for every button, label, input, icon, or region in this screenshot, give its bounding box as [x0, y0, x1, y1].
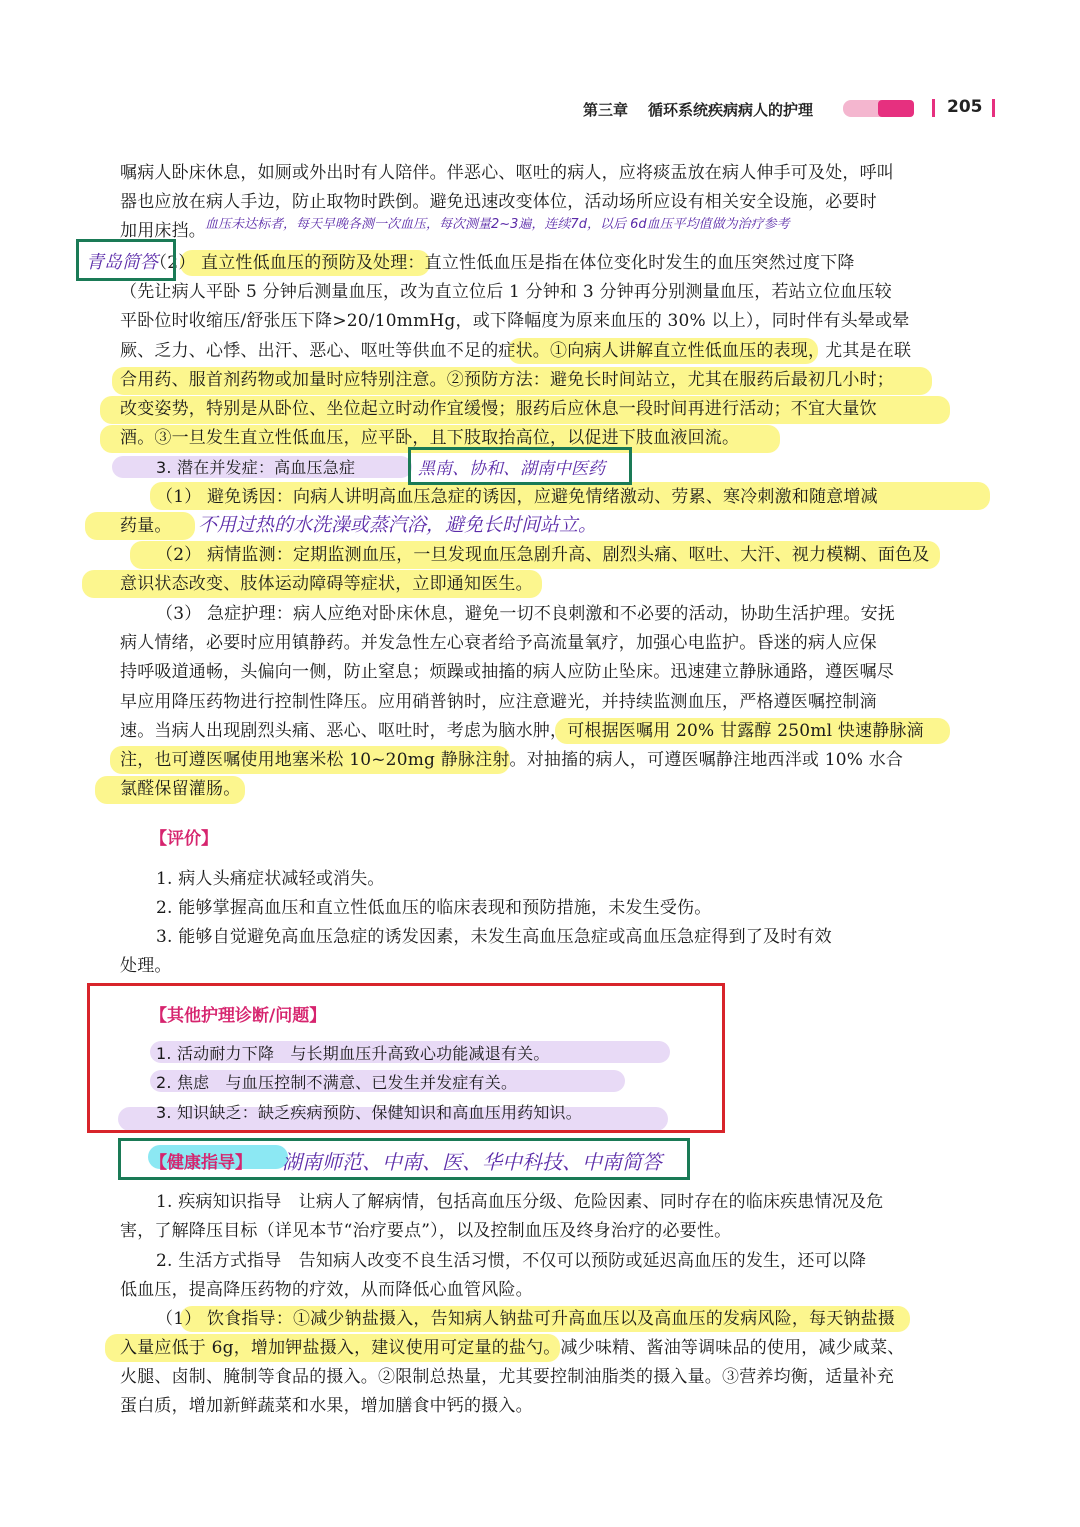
- body-line: （先让病人平卧 5 分钟后测量血压，改为直立位后 1 分钟和 3 分钟再分别测量血压，若站立位血压较: [120, 282, 892, 302]
- chapter-title: 循环系统疾病病人的护理: [648, 101, 814, 119]
- other-item: 1. 活动耐力下降 与长期血压升高致心功能减退有关。: [156, 1044, 550, 1063]
- body-line: 厥、乏力、心悸、出汗、恶心、呕吐等供血不足的症状。①向病人讲解直立性低血压的表现，尤其是在联: [120, 341, 912, 361]
- guide-line: 火腿、卤制、腌制等食品的摄入。②限制总热量，尤其要控制油脂类的摄入量。③营养均衡，适量补充: [120, 1367, 894, 1387]
- body-line: 药量。: [120, 516, 172, 536]
- body-line: （2） 直立性低血压的预防及处理：直立性低血压是指在体位变化时发生的血压突然过度下降: [150, 253, 855, 273]
- body-line: 早应用降压药物进行控制性降压。应用硝普钠时，应注意避光，并持续监测血压，严格遵医嘱控制滴: [120, 692, 877, 712]
- handwritten-note-bath: 不用过热的水洗澡或蒸汽浴，避免长时间站立。: [198, 514, 598, 536]
- guide-line: 2. 生活方式指导 告知病人改变不良生活习惯，不仅可以预防或延迟高血压的发生，还可以降: [156, 1251, 867, 1271]
- body-line: 持呼吸道通畅，头偏向一侧，防止窒息；烦躁或抽搐的病人应防止坠床。迅速建立静脉通路，遵医嘱尽: [120, 662, 894, 682]
- body-line: 酒。③一旦发生直立性低血压，应平卧，且下肢取抬高位，以促进下肢血液回流。: [120, 428, 740, 448]
- eval-item: 3. 能够自觉避免高血压急症的诱发因素，未发生高血压急症或高血压急症得到了及时有效: [156, 927, 832, 947]
- body-line: 平卧位时收缩压/舒张压下降>20/10mmHg，或下降幅度为原来血压的 30% 以上），同时伴有头晕或晕: [120, 311, 910, 331]
- other-item: 2. 焦虑 与血压控制不满意、已发生并发症有关。: [156, 1073, 518, 1092]
- body-line: 速。当病人出现剧烈头痛、恶心、呕吐时，考虑为脑水肿，可根据医嘱用 20% 甘露醇 250ml 快速静脉滴: [120, 721, 924, 741]
- body-line: 嘱病人卧床休息，如厕或外出时有人陪伴。伴恶心、呕吐的病人，应将痰盂放在病人伸手可及处，呼叫: [120, 163, 894, 183]
- handwritten-note-top: 血压未达标者，每天早晚各测一次血压，每次测量2~3遍，连续7d，以后 6d血压平均值做为治疗参考: [205, 217, 790, 232]
- body-line: 意识状态改变、肢体运动障碍等症状，立即通知医生。: [120, 574, 533, 594]
- subheading: 3. 潜在并发症：高血压急症: [156, 458, 356, 477]
- handwritten-note-schools: 黑南、协和、湖南中医药: [418, 459, 605, 479]
- body-line: （3） 急症护理：病人应绝对卧床休息，避免一切不良刺激和不必要的活动，协助生活护理。安抚: [156, 604, 896, 624]
- body-line: 注，也可遵医嘱使用地塞米松 10~20mg 静脉注射。对抽搐的病人，可遵医嘱静注地西泮或 10% 水合: [120, 750, 904, 770]
- body-line: 病人情绪，必要时应用镇静药。并发急性左心衰者给予高流量氧疗，加强心电监护。昏迷的病人应保: [120, 633, 877, 653]
- guide-line: 1. 疾病知识指导 让病人了解病情，包括高血压分级、危险因素、同时存在的临床疾患情况及危: [156, 1192, 884, 1212]
- body-line: 氯醛保留灌肠。: [120, 779, 241, 799]
- page-number: 205: [947, 97, 983, 117]
- other-item: 3. 知识缺乏：缺乏疾病预防、保健知识和高血压用药知识。: [156, 1103, 582, 1122]
- guide-line: 蛋白质，增加新鲜蔬菜和水果，增加膳食中钙的摄入。: [120, 1396, 533, 1416]
- guide-line: 入量应低于 6g，增加钾盐摄入，建议使用可定量的盐勺。减少味精、酱油等调味品的使用，减少咸菜、: [120, 1338, 905, 1358]
- chapter-label: 第三章: [583, 101, 629, 119]
- handwritten-note-qingdao: 青岛简答: [86, 252, 158, 273]
- section-heading-other: 【其他护理诊断/问题】: [150, 1006, 327, 1026]
- eval-item: 2. 能够掌握高血压和直立性低血压的临床表现和预防措施，未发生受伤。: [156, 898, 712, 918]
- body-line: （1） 避免诱因：向病人讲明高血压急症的诱因，应避免情绪激动、劳累、寒冷刺激和随意增减: [156, 487, 878, 507]
- eval-item: 处理。: [120, 956, 172, 976]
- guide-line: （1） 饮食指导：①减少钠盐摄入，告知病人钠盐可升高血压以及高血压的发病风险，每天钠盐摄: [156, 1309, 896, 1329]
- header-divider-right: [992, 99, 995, 117]
- body-line: 合用药、服首剂药物或加量时应特别注意。②预防方法：避免长时间站立，尤其在服药后最初几小时；: [120, 370, 894, 390]
- header-divider-left: [932, 99, 935, 117]
- body-line: 改变姿势，特别是从卧位、坐位起立时动作宜缓慢；服药后应休息一段时间再进行活动；不宜大量饮: [120, 399, 877, 419]
- guide-line: 低血压，提高降压药物的疗效，从而降低心血管风险。: [120, 1280, 533, 1300]
- guide-line: 害，了解降压目标（详见本节“治疗要点”），以及控制血压及终身治疗的必要性。: [120, 1221, 732, 1241]
- handwritten-note-guide: 湖南师范、中南、医、华中科技、中南简答: [282, 1150, 662, 1174]
- header-accent-dark: [878, 100, 914, 117]
- body-line: 加用床挡。: [120, 221, 206, 241]
- eval-item: 1. 病人头痛症状减轻或消失。: [156, 869, 385, 889]
- section-heading-eval: 【评价】: [150, 829, 218, 849]
- section-heading-guide: 【健康指导】: [150, 1153, 252, 1173]
- body-line: 器也应放在病人手边，防止取物时跌倒。避免迅速改变体位，活动场所应设有相关安全设施，必要时: [120, 192, 877, 212]
- body-line: （2） 病情监测：定期监测血压，一旦发现血压急剧升高、剧烈头痛、呕吐、大汗、视力模糊、面色及: [156, 545, 930, 565]
